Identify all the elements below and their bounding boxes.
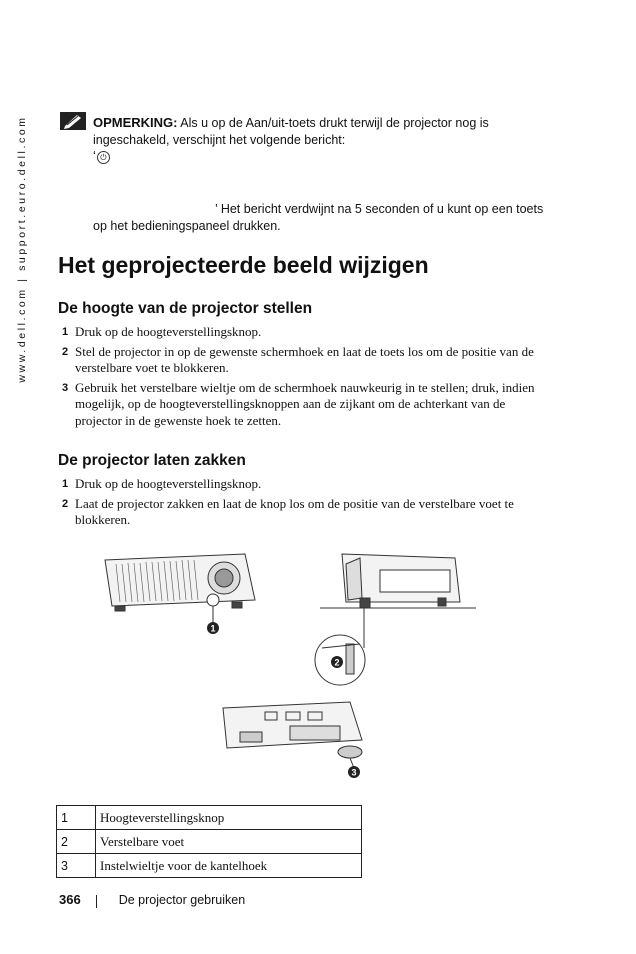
footer-section: De projector gebruiken bbox=[118, 893, 246, 907]
note-body: Als u op de Aan/uit-toets drukt terwijl de projector nog is ingeschakeld, verschijnt het volgende bericht: bbox=[93, 116, 489, 147]
steps-lower bbox=[62, 476, 552, 532]
list-item: 1 Druk op de hoogteverstellingsknop. bbox=[62, 476, 262, 491]
callout-2 bbox=[331, 656, 343, 668]
note-label: OPMERKING: bbox=[93, 115, 178, 130]
projector-side-view bbox=[320, 554, 476, 648]
list-item: 3 Gebruik het verstelbare wieltje om de schermhoek nauwkeurig in te stellen; druk, indien mogelijk, op de hoogteverstellingsknoppen aan de zijkant om de achterkant van de projector in de gewenste hoek te zetten. bbox=[62, 379, 535, 428]
callout-3 bbox=[348, 766, 360, 778]
section-heading-lower: De projector laten zakken bbox=[58, 452, 246, 469]
page-number: 366 bbox=[59, 892, 81, 907]
quote-close: ’ bbox=[215, 202, 218, 216]
quote-open: ‘ bbox=[93, 148, 96, 163]
page-footer bbox=[59, 892, 245, 908]
svg-text:3: 3 bbox=[351, 767, 357, 778]
list-item: 1 Druk op de hoogteverstellingsknop. bbox=[62, 324, 262, 339]
note-pencil-icon bbox=[60, 112, 86, 130]
list-item: 2 Stel de projector in op de gewenste schermhoek en laat de toets los om de positie van de verstelbare voet te blokkeren. bbox=[62, 343, 534, 375]
side-url: www.dell.com | support.euro.dell.com bbox=[16, 115, 28, 383]
note-message bbox=[93, 148, 110, 164]
page-title: Het geprojecteerde beeld wijzigen bbox=[58, 252, 429, 278]
projector-illustration bbox=[60, 540, 500, 790]
note-text2 bbox=[93, 201, 553, 235]
note-text bbox=[93, 114, 513, 149]
table-row: 1 Hoogteverstellingsknop bbox=[57, 806, 362, 830]
table-row: 3 Instelwieltje voor de kantelhoek bbox=[57, 854, 362, 878]
projector-front-view bbox=[105, 554, 255, 624]
section-heading-raise: De hoogte van de projector stellen bbox=[58, 300, 313, 317]
callout-1 bbox=[207, 622, 219, 634]
legend-table bbox=[56, 805, 362, 878]
power-icon: ⏻ bbox=[97, 151, 110, 164]
projector-rear-view bbox=[223, 702, 362, 768]
list-item: 2 Laat de projector zakken en laat de knop los om de positie van de verstelbare voet te blokkeren. bbox=[62, 495, 514, 527]
svg-text:2: 2 bbox=[334, 657, 340, 668]
steps-raise bbox=[62, 324, 552, 432]
note-body2: Het bericht verdwijnt na 5 seconden of u kunt op een toets op het bedieningspaneel drukken. bbox=[93, 202, 544, 233]
table-row: 2 Verstelbare voet bbox=[57, 830, 362, 854]
svg-text:1: 1 bbox=[210, 623, 216, 634]
